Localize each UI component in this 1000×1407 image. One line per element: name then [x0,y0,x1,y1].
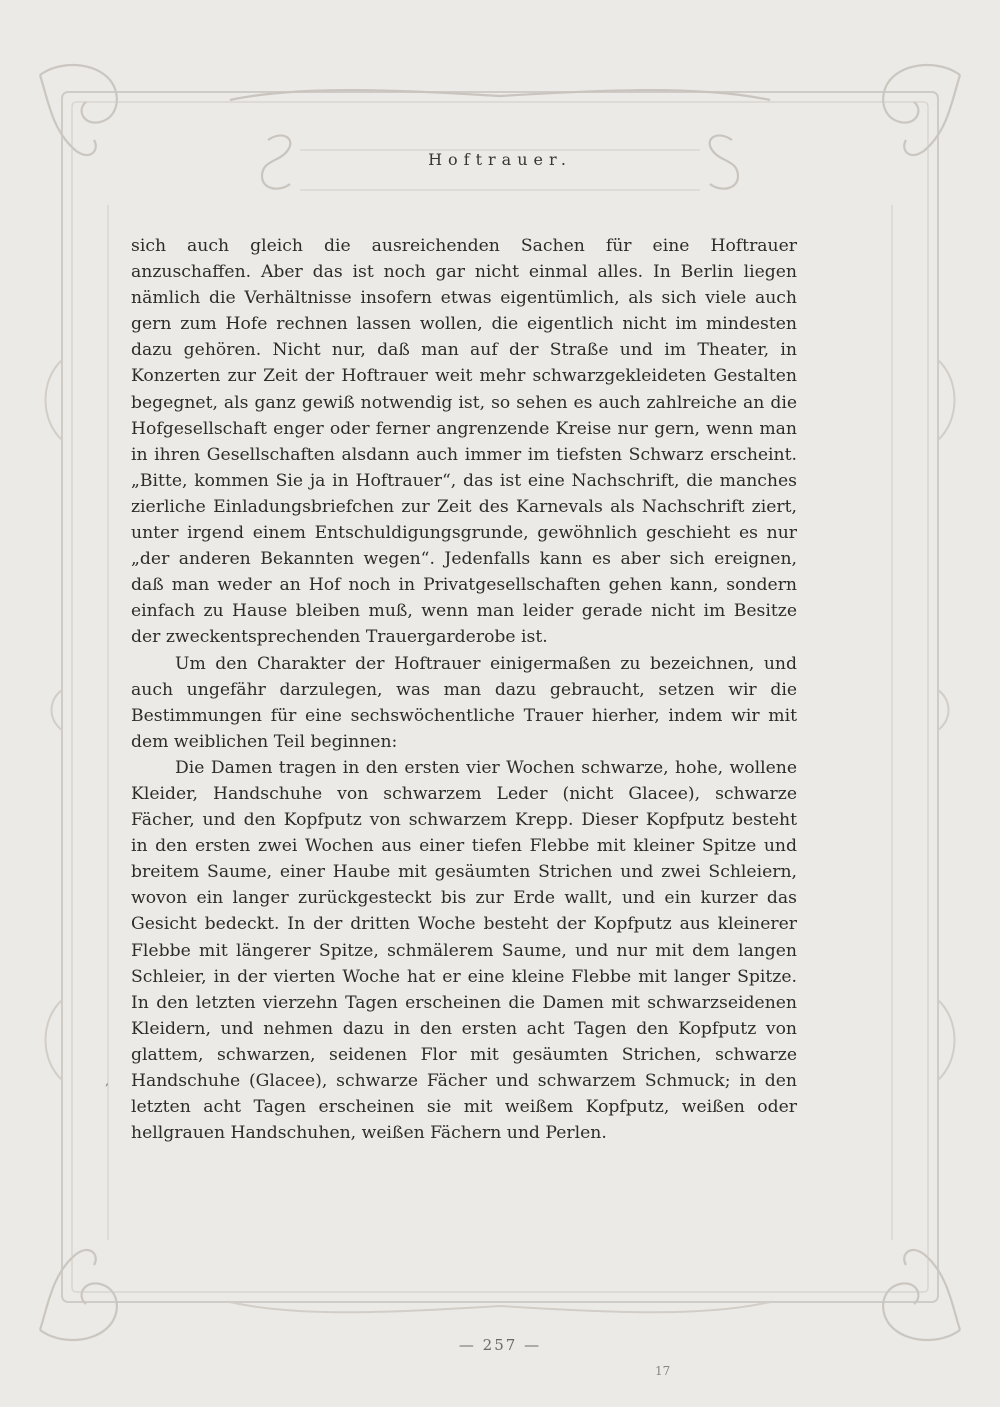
margin-mark: ‚ [105,1074,109,1088]
page-number: — 257 — [458,1336,542,1354]
paragraph-2: Um den Charakter der Hoftrauer einigermaßen zu bezeichnen, und auch ungefähr darzulegen, was man dazu gebraucht, setzen wir die Bestimmungen für eine sechswöchentliche Trauer hierher, indem wir mit dem weiblichen Teil beginnen: [131,653,797,752]
paragraph-1: sich auch gleich die ausreichenden Sachen für eine Hoftrauer anzuschaffen. Aber das ist noch gar nicht einmal alles. In Berlin liegen nämlich die Verhältnisse insofern etwas eigentümlich, als sich viele auch gern zum Hofe rechnen lassen wollen, die eigentlich nicht im mindesten dazu gehören. Nicht nur, daß man auf der Straße und im Theater, in Konzerten zur Zeit der Hoftrauer weit mehr schwarzgekleideten Gestalten begegnet, als ganz gewiß notwendig ist, so sehen es auch zahlreiche an die Hofgesellschaft enger oder ferner angrenzende Kreise nur gern, wenn man in ihren Gesellschaften alsdann auch immer im tiefsten Schwarz erscheint. „Bitte, kommen Sie ja in Hoftrauer“, das ist eine Nachschrift, die manches zierliche Einladungsbriefchen zur Zeit des Karnevals als Nachschrift ziert, unter irgend einem Entschuldigungsgrunde, gewöhnlich geschieht es nur „der anderen Bekannten wegen“. Jedenfalls kann es aber sich ereignen, daß man weder an Hof noch in Privatgesellschaften gehen kann, sondern einfach zu Hause bleiben muß, wenn man leider gerade nicht im Besitze der zweckentsprechenden Trauergarderobe ist. [131,236,797,648]
paragraph-3: Die Damen tragen in den ersten vier Wochen schwarze, hohe, wollene Kleider, Handschuhe von schwarzem Leder (nicht Glacee), schwarze Fächer, und den Kopfputz von schwarzem Krepp. Dieser Kopfputz besteht in den ersten zwei Wochen aus einer tiefen Flebbe mit kleiner Spitze und breitem Saume, einer Haube mit gesäumten Strichen und zwei Schleiern, wovon ein langer zurückgesteckt bis zur Erde wallt, und ein kurzer das Gesicht bedeckt. In der dritten Woche besteht der Kopfputz aus kleinerer Flebbe mit längerer Spitze, schmälerem Saume, und nur mit dem langen Schleier, in der vierten Woche hat er eine kleine Flebbe mit langer Spitze. In den letzten vierzehn Tagen erscheinen die Damen mit schwarzseidenen Kleidern, und nehmen dazu in den ersten acht Tagen den Kopfputz von glattem, schwarzen, seidenen Flor mit gesäumten Strichen, schwarze Handschuhe (Glacee), schwarze Fächer und schwarzem Schmuck; in den letzten acht Tagen erscheinen sie mit weißem Kopfputz, weißen oder hellgrauen Handschuhen, weißen Fächern und Perlen. [131,757,797,1144]
signature-mark: 17 [655,1364,671,1378]
body-text [131,233,797,1146]
running-head: Hoftrauer. [428,150,572,169]
